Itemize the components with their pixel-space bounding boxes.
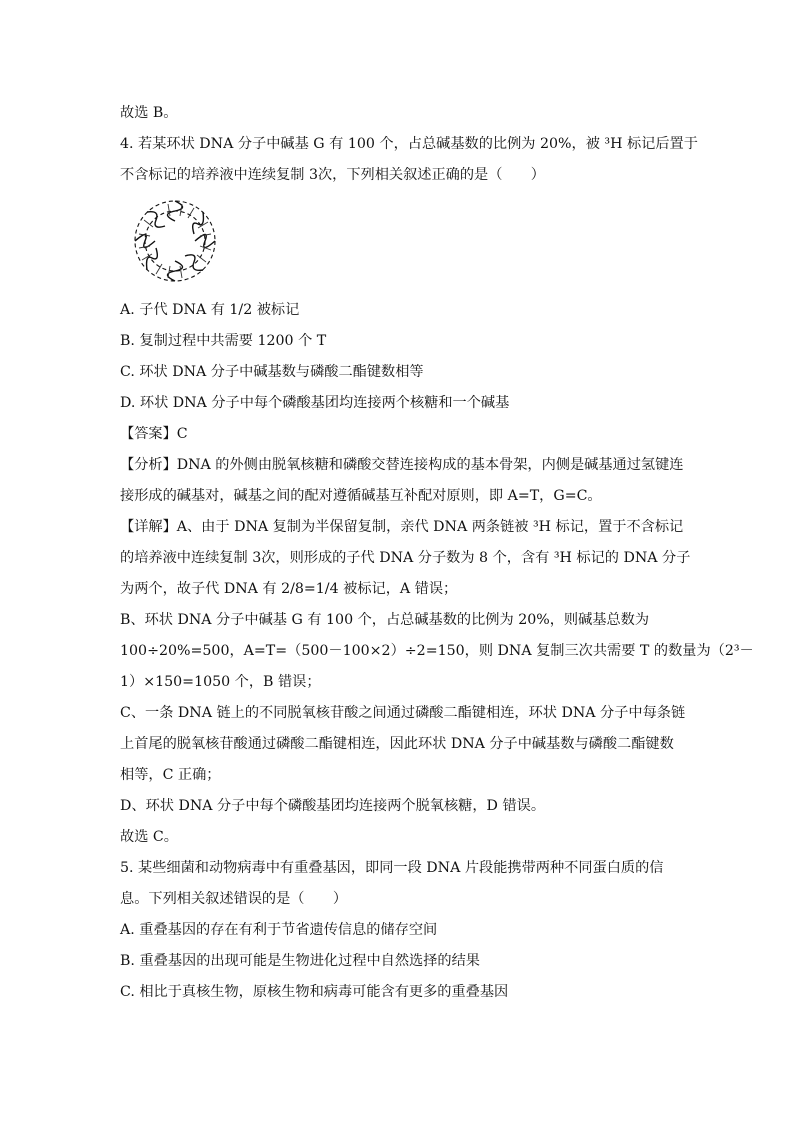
explanation-line: 相等，C 正确；: [120, 767, 221, 783]
analysis-line: 【分析】DNA 的外侧由脱氧核糖和磷酸交替连接构成的基本骨架，内侧是碱基通过氢键连: [120, 457, 684, 473]
question-5-stem: 5. 某些细菌和动物病毒中有重叠基因，即同一段 DNA 片段能携带两种不同蛋白质的信: [120, 860, 664, 876]
option-b: B. 复制过程中共需要 1200 个 T: [120, 333, 327, 349]
explanation-line: D、环状 DNA 分子中每个磷酸基团均连接两个脱氧核糖，D 错误。: [120, 798, 546, 814]
explanation-line: 【详解】A、由于 DNA 复制为半保留复制，亲代 DNA 两条链被 ³H 标记，置于不含标记: [120, 519, 684, 535]
analysis-line: 接形成的碱基对，碱基之间的配对遵循碱基互补配对原则，即 A=T，G=C。: [120, 488, 602, 504]
question-5-stem: 息。下列相关叙述错误的是（ ）: [120, 891, 348, 907]
dna-ring: [135, 201, 215, 281]
explanation-line: 的培养液中连续复制 3次，则形成的子代 DNA 分子数为 8 个，含有 ³H 标记的 DNA 分子: [120, 550, 691, 566]
explanation-line: 100÷20%=500，A=T=（500－100×2）÷2=150，则 DNA 复制三次共需要 T 的数量为（2³－: [120, 643, 754, 659]
explanation-line: 1）×150=1050 个，B 错误；: [120, 674, 321, 690]
option-a: A. 重叠基因的存在有利于节省遗传信息的储存空间: [120, 922, 438, 938]
question-4-stem: 4. 若某环状 DNA 分子中碱基 G 有 100 个，占总碱基数的比例为 20%，被 ³H 标记后置于: [120, 136, 698, 152]
text-line: 故选 C。: [120, 829, 178, 845]
option-a: A. 子代 DNA 有 1/2 被标记: [120, 302, 300, 318]
question-4-stem: 不含标记的培养液中连续复制 3次，下列相关叙述正确的是（ ）: [120, 167, 545, 183]
explanation-line: B、环状 DNA 分子中碱基 G 有 100 个，占总碱基数的比例为 20%，则碱基总数为: [120, 612, 650, 628]
option-b: B. 重叠基因的出现可能是生物进化过程中自然选择的结果: [120, 953, 480, 969]
option-d: D. 环状 DNA 分子中每个磷酸基团均连接两个核糖和一个碱基: [120, 395, 510, 411]
explanation-line: 为两个，故子代 DNA 有 2/8=1/4 被标记，A 错误；: [120, 581, 458, 597]
text-line: 故选 B。: [120, 105, 178, 121]
answer-line: 【答案】C: [120, 426, 188, 442]
option-c: C. 相比于真核生物，原核生物和病毒可能含有更多的重叠基因: [120, 984, 509, 1000]
circular-dna-figure: [120, 196, 230, 286]
explanation-line: 上首尾的脱氧核苷酸通过磷酸二酯键相连，因此环状 DNA 分子中碱基数与磷酸二酯键数: [120, 736, 674, 752]
option-c: C. 环状 DNA 分子中碱基数与磷酸二酯键数相等: [120, 364, 424, 380]
explanation-line: C、一条 DNA 链上的不同脱氧核苷酸之间通过磷酸二酯键相连，环状 DNA 分子中每条链: [120, 705, 686, 721]
